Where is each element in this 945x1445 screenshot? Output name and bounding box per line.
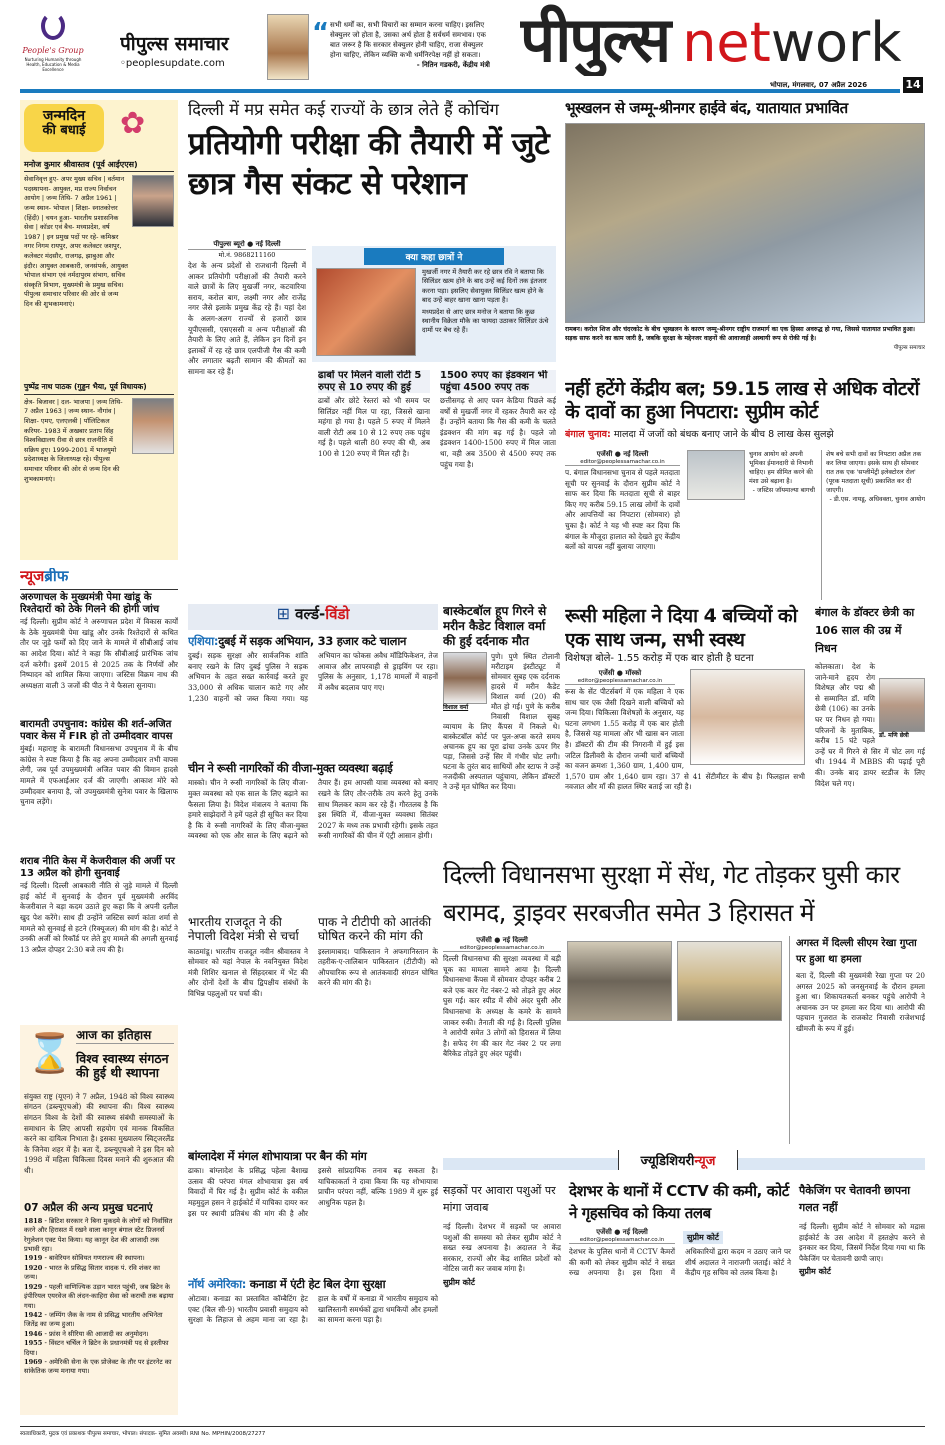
world-item: भारतीय राजदूत ने की नेपाली विदेश मंत्री से चर्चा काठमांडू। भारतीय राजदूत नवीन श्रीवास्तव ने सोमवार को यहां नेपाल के नवनियुक्त विदेश मंत्री शिशिर खनाल से सिंहदरबार में भेंट की और दोनों देशों के बीच द्विपक्षीय संबंधों के विभिन्न पहलुओं पर चर्चा की। <box>188 915 308 998</box>
dateline: भोपाल, मंगलवार, 07 अप्रैल 2026 <box>770 81 868 89</box>
birthday-title: जन्मदिन की बधाई <box>24 104 104 152</box>
history-event: 1969 - अमेरिकी सेना के एक प्रोजेक्ट के तौर पर इंटरनेट का सांकेतिक जन्म मनाया गया। <box>24 1357 172 1376</box>
masthead-title: पीपुल्स network <box>520 4 902 76</box>
quote-justice: चुनाव आयोग को अपनी भूमिका ईमानदारी से निभानी चाहिए। हम सीमित करने की मंशा उसे बढ़ाना है। - जस्टिस जॉयमाल्या बागची <box>749 451 815 494</box>
history-box: ⌛ आज का इतिहास विश्व स्वास्थ्य संगठन की हुई थी स्थापना संयुक्त राष्ट्र (यूएन) ने 7 अप्रैल, 1948 को विश्व स्वास्थ्य संगठन (डब्ल्यूएचओ) की स्थापना की। विश्व स्वास्थ्य संगठन विश्व के देशों की स्वास्थ्य संबंधी समस्याओं के समाधान के लिए आपसी सहयोग एवं मानक विकसित करने का दायित्व निभाता है। इसका मुख्यालय स्विट्जरलैंड के जिनेवा शहर में है। बता दें, डब्ल्यूएचओ ने इस दिन को 1998 में महिला चिकित्सा दिवस मनाने की शुरुआत की थी। 07 अप्रैल की अन्य प्रमुख घटनाएं 1818 - ब्रिटिश सरकार ने बिना मुकदमे के लोगों को निर्वासित करने और हिरासत में रखने वाला कानून बंगाल स्टेट प्रिजनर्स रेगुलेशन एक्ट पेश किया। यह कानून देश की आजादी तक प्रभावी रहा। 1919 - बावेरियन सोवियत गणराज्य की स्थापना। 1920 - भारत के प्रसिद्ध सितार वादक पं. रवि शंकर का जन्म। 1929 - पहली वाणिज्यिक उड़ान भारत पहुंची, जब ब्रिटेन के इंपीरियल एयरवेज की लंदन-काहिरा सेवा को कराची तक बढ़ाया गया। 1942 - जम्पिंग जैक के नाम से प्रसिद्ध भारतीय अभिनेता जितेंद्र का जन्म हुआ। 1946 - फ्रांस ने सीरिया की आजादी का अनुमोदन। 1955 - विंस्टन चर्चिल ने ब्रिटेन के प्रधानमंत्री पद से इस्तीफा दिया। 1969 - अमेरिकी सेना के एक प्रोजेक्ट के तौर पर इंटरनेट का सांकेतिक जन्म मनाया गया। <box>20 1025 178 1415</box>
flower-basket-icon: ✿ <box>120 106 146 141</box>
dr-chhetri-photo-wrap: डॉ. मणि छेत्री <box>879 678 925 740</box>
history-event: 1818 - ब्रिटिश सरकार ने बिना मुकदमे के लोगों को निर्वासित करने और हिरासत में रखने वाला कानून बंगाल स्टेट प्रिजनर्स रेगुलेशन एक्ट पेश किया। यह कानून देश की आजादी तक प्रभावी रहा। <box>24 1216 173 1254</box>
brief-item: शराब नीति केस में केजरीवाल की अर्जी पर 13 अप्रैल को होगी सुनवाई नई दिल्ली। दिल्ली आबकारी नीति से जुड़े मामले में दिल्ली हाई कोर्ट में सुनवाई के दौरान पूर्व मुख्यमंत्री अरविंद केजरीवाल ने बड़ा कदम उठाते हुए कहा कि वे अपनी दलील खुद पेश करेंगे। साथ ही उन्होंने जस्टिस स्वर्ण कांता शर्मा से मामले को सुनवाई से हटने (रिक्यूजल) की मांग की है। कोर्ट ने उनकी अर्जी को रिकॉर्ड पर लेते हुए मामले की अगली सुनवाई 13 अप्रैल दोपहर 2:30 बजे तय की है। <box>20 856 178 954</box>
globe-icon: ◦ <box>120 58 126 69</box>
history-event: 1955 - विंस्टन चर्चिल ने ब्रिटेन के प्रधानमंत्री पद से इस्तीफा दिया। <box>24 1339 169 1357</box>
history-events <box>24 1217 174 1377</box>
world-item: पाक ने टीटीपी को आतंकी घोषित करने की मांग की इस्लामाबाद। पाकिस्तान ने अफगानिस्तान के तहरीक-ए-तालिबान पाकिस्तान (टीटीपी) को औपचारिक रूप से आतंकवादी संगठन घोषित करने की मांग की है। <box>318 915 438 988</box>
world-item: बांग्लादेश में मंगल शोभायात्रा पर बैन की मांग ढाका। बांग्लादेश के प्रसिद्ध पहेला बैशाख उत्सव की परंपरा मंगल शोभायात्रा इस वर्ष विवादों में घिर गई है। सुप्रीम कोर्ट के वकील महमुदुल हसन ने हाईकोर्ट में याचिका दायर कर इस पर स्थायी प्रतिबंध की मांग की है और इससे सांप्रदायिक तनाव बढ़ सकता है। याचिकाकर्ता ने दावा किया कि यह शोभायात्रा प्राचीन परंपरा नहीं, बल्कि 1989 में शुरू हुई आधुनिक पहल है। <box>188 1150 438 1218</box>
student-quote: मुखर्जी नगर में तैयारी कर रहे छात्र रवि ने बताया कि सिलिंडर खत्म होने के बाद उन्हें कई दिनों तक इंतजार करना पड़ा। इसलिए सेवायुक्त सिलिंडर खत्म होने के बाद उन्हें बाहर खाना खाना पड़ता है। <box>422 268 547 305</box>
brief-item: अरुणाचल के मुख्यमंत्री पेमा खांडू के रिश्तेदारों को ठेके गिलने की होगी जांच नई दिल्ली। सुप्रीम कोर्ट ने अरुणाचल प्रदेश में विकास कार्यों के ठेके मुख्यमंत्री पेमा खांडू और उनके रिश्तेदारों से कथित तौर पर जुड़े फर्मों को दिए जाने के मामले में सीबीआई जांच का आदेश दिया। कोर्ट ने कहा कि सीबीआई प्रारंभिक जांच दर्ज करेगी। इसमें 2015 से 2025 तक के निर्णयों और निष्पादन को शामिल किया जाएगा। जस्टिस विक्रम नाथ की अध्यक्षता वाली 3 जजों की पीठ ने ये फैसला सुनाया। <box>20 589 178 713</box>
world-item: चीन ने रूसी नागरिकों की वीजा-मुक्त व्यवस्था बढ़ाई मास्को। चीन ने रूसी नागरिकों के लिए वीजा-मुक्त व्यवस्था को एक साल के लिए बढ़ाने का फैसला लिया है। विदेश मंत्रालय ने बताया कि हमारे साझेदारों ने हमें पहले ही सूचित कर दिया है कि वे रूसी नागरिकों के लिए वीजा-मुक्त व्यवस्था को एक और साल के लिए बढ़ाने को तैयार हैं। हम आपसी यात्रा व्यवस्था को बनाए रखने के लिए तौर-तरीके तय करने हेतु उनके साथ मिलकर काम कर रहे हैं। गौरतलब है कि इस स्थिति में, वीजा-मुक्त व्यवस्था सितंबर 2027 के मध्य तक प्रभावी रहेगी। इसके तहत रूसी नागरिकों की चीन में एंट्री आसान होगी। <box>188 761 438 841</box>
russian-quadruplets-story: रूसी महिला ने दिया 4 बच्चियों को एक साथ जन्म, सभी स्वस्थ विशेषज्ञ बोले- 1.55 करोड़ में एक बार होती है घटना एजेंसी ● मॉस्को editor@peoplessamachar.co.in रूस के सेंट पीटर्सबर्ग में एक महिला ने एक साथ चार एक जैसी दिखने वाली बच्चियों को जन्म दिया। चिकित्सा विशेषज्ञों के अनुसार, यह घटना लगभग 1.55 करोड़ में एक बार होती है, जिससे यह मामला और भी खास बन जाता है। डॉक्टरों की टीम की निगरानी में हुई इस जटिल डिलीवरी के दौरान जन्मी चारों बच्चियों का वजन क्रमशः 1,360 ग्राम, 1,400 ग्राम, 1,570 ग्राम और 1,640 ग्राम रहा। 37 से 41 सेंटीमीटर के बीच है। फिलहाल सभी नवजात और माँ की हालत स्थिर बताई जा रही है। <box>565 605 805 792</box>
person2-photo <box>132 398 174 454</box>
dr-chhetri-photo <box>879 678 925 732</box>
judiciary-item: देशभर के थानों में CCTV की कमी, कोर्ट ने गृहसचिव को किया तलब एजेंसी ● नई दिल्ली editor@peoplessamachar.co.in सुप्रीम कोर्ट देशभर के पुलिस थानों में CCTV कैमरों की कमी को लेकर सुप्रीम कोर्ट ने सख्त रुख अपनाया है। इस दिशा में अधिकारियों द्वारा कदम न उठाए जाने पर शीर्ष अदालत ने नाराजगी जताई। कोर्ट ने केंद्रीय गृह सचिव को तलब किया है। <box>569 1182 791 1278</box>
minister-photo <box>267 14 309 80</box>
history-event: 1929 - पहली वाणिज्यिक उड़ान भारत पहुंची, जब ब्रिटेन के इंपीरियल एयरवेज की लंदन-काहिरा सेवा को कराची तक बढ़ाया गया। <box>24 1282 174 1310</box>
sc-bengal-story: नहीं हटेंगे केंद्रीय बल; 59.15 लाख से अधिक वोटरों के दावों का हुआ निपटारा: सुप्रीम कोर्ट बंगाल चुनाव: मालदा में जजों को बंधक बनाए जाने के बीच 8 लाख केस सुलझे एजेंसी ● नई दिल्ली editor@peoplessamachar.co.in प. बंगाल विधानसभा चुनाव से पहले मतदाता सूची पर सुनवाई के दौरान सुप्रीम कोर्ट ने साफ कर दिया कि मतदाता सूची से बाहर किए गए करीब 59.15 लाख लोगों के दावों और आपत्तियों का निपटारा (सोमवार) हो चुका है। कोर्ट ने यह भी स्पष्ट कर दिया कि बंगाल के मौजूदा हालात को देखते हुए केंद्रीय बलों को वापस नहीं बुलाया जाएगा। चुनाव आयोग को अपनी भूमिका ईमानदारी से निभानी चाहिए। हम सीमित करने की मंशा उसे बढ़ाना है। - जस्टिस जॉयमाल्या बागची शेष बचे सभी दावों का निपटारा अप्रैल तक कर लिया जाएगा। इसके साथ ही सोमवार रात तक एक 'सप्लीमेंट्री इलेक्टोरल रोल' (पूरक मतदाता सूची) प्रकाशित कर दी जाएगी। - डी.एस. नायडू, अधिवक्ता, चुनाव आयोग <box>565 378 925 600</box>
quote-icon: “ <box>312 18 330 48</box>
hourglass-icon: ⌛ <box>26 1031 74 1075</box>
landslide-photo <box>565 123 925 323</box>
website-link[interactable]: peoplesupdate.com <box>125 58 225 69</box>
judiciary-item: सड़कों पर आवारा पशुओं पर मांगा जवाब नई दिल्ली। देशभर में सड़कों पर आवारा पशुओं की समस्या को लेकर सुप्रीम कोर्ट ने सख्त रुख अपनाया है। अदालत ने केंद्र सरकार, राज्यों और केंद्र शासित प्रदेशों को नोटिस जारी कर जवाब मांगा है। सुप्रीम कोर्ट <box>443 1184 561 1287</box>
person1-photo <box>132 175 174 227</box>
landslide-story: भूस्खलन से जम्मू-श्रीनगर हाईवे बंद, यातायात प्रभावित रामबन। करोल शिज और चंदरकोट के बीच भूस्खलन के कारण जम्मू-श्रीनगर राष्ट्रीय राजमार्ग का एक हिस्सा अवरुद्ध हो गया, जिससे यातायात प्रभावित हुआ। सड़क साफ करने का काम जारी है, जबकि सुरक्षा के मद्देनजर वाहनों की आवाजाही अस्थायी रूप से रोकी गई है। पीपुल्स समाचार <box>565 100 925 352</box>
students-said-box: क्या कहा छात्रों ने मुखर्जी नगर में तैयारी कर रहे छात्र रवि ने बताया कि सिलिंडर खत्म होने के बाद उन्हें कई दिनों तक इंतजार करना पड़ा। इसलिए सेवायुक्त सिलिंडर खत्म होने के बाद उन्हें बाहर खाना खाना पड़ता है। मध्यप्रदेश से आए छात्र मनोज ने बताया कि कुछ स्थानीय विक्रेता मौके का फायदा उठाकर सिलिंडर ऊंचे दामों पर बेच रहे हैं। <box>312 246 556 362</box>
judiciary-item: पैकेजिंग पर चेतावनी छापना गलत नहीं नई दिल्ली। सुप्रीम कोर्ट ने सोमवार को मद्रास हाईकोर्ट के उस आदेश में हस्तक्षेप करने से इनकार कर दिया, जिसमें निर्देश दिया गया था कि पैकेजिंग पर चेतावनी छापी जाए। सुप्रीम कोर्ट <box>799 1184 925 1277</box>
peoples-group-logo: People's Group Nurturing Humanity through Health, Education & Media Excellence <box>18 12 88 87</box>
assembly-gate-photo-1 <box>567 941 672 1021</box>
window-icon: ⊞ <box>276 604 291 623</box>
gas-cylinders-photo <box>316 268 416 356</box>
lead-story: दिल्ली में मप्र समेत कई राज्यों के छात्र लेते हैं कोचिंग प्रतियोगी परीक्षा की तैयारी में जुटे छात्र गैस संकट से परेशान पीपुल्स ब्यूरो ● नई दिल्ली मो.नं. 9868211160 देश के अन्य प्रदेशों से राजधानी दिल्ली में आकर प्रतियोगी परीक्षाओं की तैयारी करने वाले छात्रों के लिए मुखर्जी नगर, कटवारिया सराय, करोल बाग, लक्ष्मी नगर और राजेंद्र नगर जैसे इलाके प्रमुख केंद्र रहे हैं। यहां देश के अलग-अलग राज्यों से हजारों छात्र यूपीएससी, एसएससी व अन्य परीक्षाओं की तैयारी के लिए आते हैं, लेकिन इन दिनों इन इलाकों में रह रहे छात्र एलपीजी गैस की कमी और लगातार बढ़ती सामान की कीमतों का सामना कर रहे हैं। क्या कहा छात्रों ने मुखर्जी नगर में तैयारी कर रहे छात्र रवि ने बताया कि सिलिंडर खत्म होने के बाद उन्हें कई दिनों तक इंतजार करना पड़ा। इसलिए सेवायुक्त सिलिंडर खत्म होने के बाद उन्हें बाहर खाना खाना पड़ता है। मध्यप्रदेश से आए छात्र मनोज ने बताया कि कुछ स्थानीय विक्रेता मौके का फायदा उठाकर सिलिंडर ऊंचे दामों पर बेच रहे हैं। ढाबों पर मिलने वाली रोटी 5 रुपए से 10 रुपए की हुई ढाबों और छोटे रेस्तरां को भी समय पर सिलिंडर नहीं मिल पा रहा, जिससे खाना महंगा हो गया है। पहले 5 रुपए में मिलने वाली रोटी अब 10 से 12 रुपए तक पहुंच गई है। पहले थाली 80 रुपए की थी, अब 100 से 120 रुपए में मिल रही है। 1500 रुपए का इंडक्शन भी पहुंचा 4500 रुपए तक छत्तीसगढ़ से आए पवन केडिया पिछले कई वर्षों से मुखर्जी नगर में रहकर तैयारी कर रहे हैं। उन्होंने बताया कि गैस की कमी के चलते इंडक्शन की मांग बढ़ गई है। पहले जो इंडक्शन 1400-1500 रुपए में मिल जाता था, वही अब 3500 से 4500 रुपए तक पहुंच गया है। <box>188 100 556 592</box>
brief-item: बारामती उपचुनाव: कांग्रेस की शर्त-अजित पवार केस में FIR हो तो उम्मीदवार वापस मुंबई। महाराष्ट्र के बारामती विधानसभा उपचुनाव में के बीच कांग्रेस ने स्पष्ट किया है कि वह अपना उम्मीदवार तभी वापस लेगी, जब पूर्व उपमुख्यमंत्री अजित पवार की विमान हादसे मामले में एफआईआर दर्ज की जाएगी। आकाश मोरे को उम्मीदवार बनाया है, जो उपमुख्यमंत्री सुनेत्रा पवार के खिलाफ चुनाव लड़ेंगे। <box>20 719 178 807</box>
world-item: नॉर्थ अमेरिका: कनाडा में एंटी हेट बिल देगा सुरक्षा ओटावा। कनाडा का प्रस्तावित कॉम्बैटिंग हेट एक्ट (बिल सी-9) भारतीय प्रवासी समुदाय को सुरक्षा के लिहाज से अहम माना जा रहा है। हाल के वर्षों में कनाडा में भारतीय समुदाय को खालिस्तानी समर्थकों द्वारा धमकियों और हमलों का सामना करना पड़ा है। <box>188 1278 438 1325</box>
delhi-assembly-story: दिल्ली विधानसभा सुरक्षा में सेंध, गेट तोड़कर घुसी कार बरामद, ड्राइवर सरबजीत समेत 3 हिरासत में एजेंसी ● नई दिल्ली editor@peoplessamachar.co.in दिल्ली विधानसभा की सुरक्षा व्यवस्था में बड़ी चूक का मामला सामने आया है। दिल्ली विधानसभा कैंपस में सोमवार दोपहर करीब 2 बजे एक कार गेट नंबर-2 को तोड़ते हुए अंदर घुस गई। कार स्पीड में सीधे अंदर घुसी और विधानसभा के अध्यक्ष के कमरे के सामने जाकर रुकी। तैनाती की गई है। दिल्ली पुलिस ने आरोपी समेत 3 लोगों को हिरासत में लिया है। सफेद रंग की कार गेट नंबर 2 पर लगा बैरिकेड तोड़ते हुए अंदर पहुंची। अगस्त में दिल्ली सीएम रेखा गुप्ता पर हुआ था हमला बता दें, दिल्ली की मुख्यमंत्री रेखा गुप्ता पर 20 अगस्त 2025 को जनसुनवाई के दौरान हमला हुआ था। शिकायतकर्ता बनकर पहुंचे आरोपी ने अचानक उन पर हमला कर दिया था। आरोपी की पहचान गुजरात के राजकोट निवासी राजेशभाई खीमजी के रूप में हुई। <box>443 856 925 1144</box>
student-quote: मध्यप्रदेश से आए छात्र मनोज ने बताया कि कुछ स्थानीय विक्रेता मौके का फायदा उठाकर सिलिंडर ऊंचे दामों पर बेच रहे हैं। <box>422 307 549 335</box>
bengal-doctor-story: बंगाल के डॉक्टर छेत्री का 106 साल की उम्र में निधन डॉ. मणि छेत्री कोलकाता। देश के जाने-माने हृदय रोग विशेषज्ञ और पद्म श्री से सम्मानित डॉ. मणि छेत्री (106) का उनके घर पर निधन हो गया। परिजनों के मुताबिक, करीब 15 घंटे पहले उन्हें घर में गिरने से सिर में चोट लग गई थी। 1944 में MBBS की पढ़ाई पूरी की। उनके बाद डायर स्टडीज के लिए विदेश चले गए। <box>815 606 925 788</box>
history-event: 1919 - बावेरियन सोवियत गणराज्य की स्थापना। <box>24 1254 145 1263</box>
induction-price-story: 1500 रुपए का इंडक्शन भी पहुंचा 4500 रुपए तक छत्तीसगढ़ से आए पवन केडिया पिछले कई वर्षों से मुखर्जी नगर में रहकर तैयारी कर रहे हैं। उन्होंने बताया कि गैस की कमी के चलते इंडक्शन की मांग बढ़ गई है। पहले जो इंडक्शन 1400-1500 रुपए में मिल जाता था, वही अब 3500 से 4500 रुपए तक पहुंच गया है। <box>440 370 556 469</box>
paper-logo[interactable]: पीपुल्स समाचार ◦peoplesupdate.com <box>120 33 229 69</box>
history-event: 1920 - भारत के प्रसिद्ध सितार वादक पं. रवि शंकर का जन्म। <box>24 1263 160 1282</box>
supreme-court-photo <box>687 450 745 500</box>
header-rule <box>20 89 900 93</box>
news-brief: न्यूजब्रीफ अरुणाचल के मुख्यमंत्री पेमा खांडू के रिश्तेदारों को ठेके गिलने की होगी जांच नई दिल्ली। सुप्रीम कोर्ट ने अरुणाचल प्रदेश में विकास कार्यों के ठेके मुख्यमंत्री पेमा खांडू और उनके रिश्तेदारों से कथित तौर पर जुड़े फर्मों को दिए जाने के मामले में सीबीआई जांच का आदेश दिया। कोर्ट ने कहा कि सीबीआई प्रारंभिक जांच दर्ज करेगी। इसमें 2015 से 2025 तक के निर्णयों और निष्पादन को शामिल किया जाएगा। जस्टिस विक्रम नाथ की अध्यक्षता वाली 3 जजों की पीठ ने ये फैसला सुनाया। बारामती उपचुनाव: कांग्रेस की शर्त-अजित पवार केस में FIR हो तो उम्मीदवार वापस मुंबई। महाराष्ट्र के बारामती विधानसभा उपचुनाव में के बीच कांग्रेस ने स्पष्ट किया है कि वह अपना उम्मीदवार तभी वापस लेगी, जब पूर्व उपमुख्यमंत्री अजित पवार की विमान हादसे मामले में एफआईआर दर्ज की जाएगी। आकाश मोरे को उम्मीदवार बनाया है, जो उपमुख्यमंत्री सुनेत्रा पवार के खिलाफ चुनाव लड़ेंगे। शराब नीति केस में केजरीवाल की अर्जी पर 13 अप्रैल को होगी सुनवाई नई दिल्ली। दिल्ली आबकारी नीति से जुड़े मामले में दिल्ली हाई कोर्ट में सुनवाई के दौरान पूर्व मुख्यमंत्री अरविंद केजरीवाल ने बड़ा कदम उठाते हुए कहा कि वे अपनी दलील खुद पेश करेंगे। साथ ही उन्होंने जस्टिस स्वर्ण कांता शर्मा से मामले को सुनवाई से हटने (रिक्यूजल) की मांग की है। कोर्ट ने उनकी अर्जी को रिकॉर्ड पर लेते हुए मामले की अगली सुनवाई 13 अप्रैल दोपहर 2:30 बजे तय की है। <box>20 568 178 1018</box>
birthday-box: जन्मदिन की बधाई ✿ मनोज कुमार श्रीवास्तव (पूर्व आईएएस) सेवानिवृत्त हुए- अपर मुख्य सचिव | वर्तमान पदस्थापना- आयुक्त, मप्र राज्य निर्वाचन आयोग | जन्म तिथि- 7 अप्रैल 1961 | जन्म स्थान- भोपाल | शिक्षा- स्नातकोत्तर (हिंदी) | चयन हुआ- भारतीय प्रशासनिक सेवा | कॉडर एवं बैच- मध्यप्रदेश, वर्ष 1987 | इन प्रमुख पदों पर रहे- कमिश्नर नगर निगम रायपुर, अपर कलेक्टर जशपुर, कलेक्टर मंदसौर, राजगढ़, झाबुआ और इंदौर। आयुक्त आबकारी, जनसंपर्क, आयुक्त भोपाल संभाग एवं नर्मदापुरम संभाग, सचिव संस्कृति विभाग, मुख्यमंत्री के प्रमुख सचिव। पीपुल्स समाचार परिवार की ओर से जन्म दिन की शुभकामनाएं। पुष्पेंद्र नाथ पाठक (गुड्डन भैया, पूर्व विधायक) क्षेत्र- बिजावर | दल- भाजपा | जन्म तिथि- 7 अप्रैल 1963 | जन्म स्थान- नौगांव | शिक्षा- एमए, एलएलबी | पॉलिटिकल करियर- 1983 में अखबार प्रताप सिंह विश्वविद्यालय रीवा से छात्र राजनीति में सक्रिय हुए। 1999-2001 में भाजयुमो प्रदेशाध्यक्ष के जिलाध्यक्ष रहे। पीपुल्स समाचार परिवार की ओर से जन्म दिन की शुभकामनाएं। <box>20 100 178 560</box>
roti-price-story: ढाबों पर मिलने वाली रोटी 5 रुपए से 10 रुपए की हुई ढाबों और छोटे रेस्तरां को भी समय पर सिलिंडर नहीं मिल पा रहा, जिससे खाना महंगा हो गया है। पहले 5 रुपए में मिलने वाली रोटी अब 10 से 12 रुपए तक पहुंच गई है। पहले थाली 80 रुपए की थी, अब 100 से 120 रुपए में मिल रही है। <box>318 370 430 458</box>
footer-imprint: स्वत्वाधिकारी, मुद्रक एवं प्रकाशक पीपुल्स समाचार, भोपाल। संपादक- सुमित अवस्थी। RNI No. MPHIN/2008/27277 <box>20 1426 925 1437</box>
page-number: 14 <box>903 77 923 93</box>
cm-attack-sidebar: अगस्त में दिल्ली सीएम रेखा गुप्ता पर हुआ था हमला बता दें, दिल्ली की मुख्यमंत्री रेखा गुप्ता पर 20 अगस्त 2025 को जनसुनवाई के दौरान हमला हुआ था। शिकायतकर्ता बनकर पहुंचे आरोपी ने अचानक उन पर हमला कर दिया था। आरोपी की पहचान गुजरात के राजकोट निवासी राजेशभाई खीमजी के रूप में हुई। <box>789 936 925 1144</box>
logo-ring-icon <box>41 12 65 40</box>
history-event: 1946 - फ्रांस ने सीरिया की आजादी का अनुमोदन। <box>24 1329 149 1338</box>
vishal-photo <box>443 652 487 704</box>
world-window: ⊞ वर्ल्ड-विंडो एशिया:दुबई में सड़क अभियान, 33 हजार कटे चालान दुबई। सड़क सुरक्षा और सार्वजनिक शांति बनाए रखने के लिए दुबई पुलिस ने सड़क अभियान के तहत सख्त कार्रवाई करते हुए 33,000 से अधिक चालान काटे गए और 1,230 वाहनों को जब्त किया गया। यह अभियान का फोकस अवैध मॉडिफिकेशन, तेज आवाज और लापरवाही से ड्राइविंग पर रहा। पुलिस के अनुसार, 1,178 मामलों में वाहनों में अवैध बदलाव पाए गए। चीन ने रूसी नागरिकों की वीजा-मुक्त व्यवस्था बढ़ाई मास्को। चीन ने रूसी नागरिकों के लिए वीजा-मुक्त व्यवस्था को एक साल के लिए बढ़ाने का फैसला लिया है। विदेश मंत्रालय ने बताया कि हमारे साझेदारों ने हमें पहले ही सूचित कर दिया है कि वे रूसी नागरिकों के लिए वीजा-मुक्त व्यवस्था को एक और साल के लिए बढ़ाने को तैयार हैं। हम आपसी यात्रा व्यवस्था को बनाए रखने के लिए तौर-तरीके तय करने हेतु उनके साथ मिलकर काम कर रहे हैं। गौरतलब है कि इस स्थिति में, वीजा-मुक्त व्यवस्था सितंबर 2027 के मध्य तक प्रभावी रहेगी। इसके तहत रूसी नागरिकों की चीन में एंट्री आसान होगी। भारतीय राजदूत ने की नेपाली विदेश मंत्री से चर्चा काठमांडू। भारतीय राजदूत नवीन श्रीवास्तव ने सोमवार को यहां नेपाल के नवनियुक्त विदेश मंत्री शिशिर खनाल से सिंहदरबार में भेंट की और दोनों देशों के बीच द्विपक्षीय संबंधों के विभिन्न पहलुओं पर चर्चा की। पाक ने टीटीपी को आतंकी घोषित करने की मांग की इस्लामाबाद। पाकिस्तान ने अफगानिस्तान के तहरीक-ए-तालिबान पाकिस्तान (टीटीपी) को औपचारिक रूप से आतंकवादी संगठन घोषित करने की मांग की है। <box>188 604 438 998</box>
quote-of-day: सभी धर्मों का, सभी विचारों का सम्मान करना चाहिए। इसलिए सेक्युलर जो होता है, उसका अर्थ होता है सर्वधर्म समभाव। एक बात जरूर है कि सरकार सेक्युलर होनी चाहिए, राजा सेक्युलर होना चाहिए, लेकिन व्यक्ति कभी धर्मनिरपेक्ष नहीं हो सकता। - नितिन गडकरी, केंद्रीय मंत्री <box>330 21 490 69</box>
world-item: एशिया:दुबई में सड़क अभियान, 33 हजार कटे चालान दुबई। सड़क सुरक्षा और सार्वजनिक शांति बनाए रखने के लिए दुबई पुलिस ने सड़क अभियान के तहत सख्त कार्रवाई करते हुए 33,000 से अधिक चालान काटे गए और 1,230 वाहनों को जब्त किया गया। यह अभियान का फोकस अवैध मॉडिफिकेशन, तेज आवाज और लापरवाही से ड्राइविंग पर रहा। पुलिस के अनुसार, 1,178 मामलों में वाहनों में अवैध बदलाव पाए गए। <box>188 634 438 703</box>
basketball-story: बास्केटबॉल हूप गिरने से मरीन कैडेट विशाल वर्मा की हुई दर्दनाक मौत विशाल वर्मा पुणे। पुणे स्थित टोलानी मरीटाइम इंस्टीट्यूट में सोमवार सुबह एक दर्दनाक हादसे में मरीन कैडेट विशाल वर्मा (20) की मौत हो गई। पुणे के करीब निवासी विशाल सुबह व्यायाम के लिए कैंपस में निकले थे। बास्केटबॉल कोर्ट पर पुल-अप्स करते समय अचानक हूप का पूरा ढांचा उनके ऊपर गिर पड़ा, जिससे उन्हें सिर में गंभीर चोट लगी। घटना के तुरंत बाद साथियों और स्टाफ ने उन्हें नजदीकी अस्पताल पहुंचाया, लेकिन डॉक्टरों ने उन्हें मृत घोषित कर दिया। <box>443 604 560 791</box>
judiciary-news: ज्यूडिशियरीन्यूज सड़कों पर आवारा पशुओं पर मांगा जवाब नई दिल्ली। देशभर में सड़कों पर आवारा पशुओं की समस्या को लेकर सुप्रीम कोर्ट ने सख्त रुख अपनाया है। अदालत ने केंद्र सरकार, राज्यों और केंद्र शासित प्रदेशों को नोटिस जारी कर जवाब मांगा है। सुप्रीम कोर्ट देशभर के थानों में CCTV की कमी, कोर्ट ने गृहसचिव को किया तलब एजेंसी ● नई दिल्ली editor@peoplessamachar.co.in सुप्रीम कोर्ट देशभर के पुलिस थानों में CCTV कैमरों की कमी को लेकर सुप्रीम कोर्ट ने सख्त रुख अपनाया है। इस दिशा में अधिकारियों द्वारा कदम न उठाए जाने पर शीर्ष अदालत ने नाराजगी जताई। कोर्ट ने केंद्रीय गृह सचिव को तलब किया है। पैकेजिंग पर चेतावनी छापना गलत नहीं नई दिल्ली। सुप्रीम कोर्ट ने सोमवार को मद्रास हाईकोर्ट के उस आदेश में हस्तक्षेप करने से इनकार कर दिया, जिसमें निर्देश दिया गया था कि पैकेजिंग पर चेतावनी छापी जाए। सुप्रीम कोर्ट <box>443 1150 925 1418</box>
masthead <box>0 0 945 96</box>
lead-text: पीपुल्स ब्यूरो ● नई दिल्ली मो.नं. 9868211160 देश के अन्य प्रदेशों से राजधानी दिल्ली में आकर प्रतियोगी परीक्षाओं की तैयारी करने वाले छात्रों के लिए मुखर्जी नगर, कटवारिया सराय, करोल बाग, लक्ष्मी नगर और राजेंद्र नगर जैसे इलाके प्रमुख केंद्र रहे हैं। यहां देश के अलग-अलग राज्यों से हजारों छात्र यूपीएससी, एसएससी व अन्य परीक्षाओं की तैयारी के लिए आते हैं, लेकिन इन दिनों इन इलाकों में रह रहे छात्र एलपीजी गैस की कमी और लगातार बढ़ती सामान की कीमतों का सामना कर रहे हैं। <box>188 240 306 376</box>
vishal-photo-wrap: विशाल वर्मा <box>443 652 487 712</box>
mother-babies-photo <box>690 669 805 765</box>
quote-advocate: शेष बचे सभी दावों का निपटारा अप्रैल तक कर लिया जाएगा। इसके साथ ही सोमवार रात तक एक 'सप्लीमेंट्री इलेक्टोरल रोल' (पूरक मतदाता सूची) प्रकाशित कर दी जाएगी। - डी.एस. नायडू, अधिवक्ता, चुनाव आयोग <box>821 450 925 600</box>
assembly-gate-photo-2 <box>677 941 782 1021</box>
history-event: 1942 - जम्पिंग जैक के नाम से प्रसिद्ध भारतीय अभिनेता जितेंद्र का जन्म हुआ। <box>24 1310 163 1329</box>
